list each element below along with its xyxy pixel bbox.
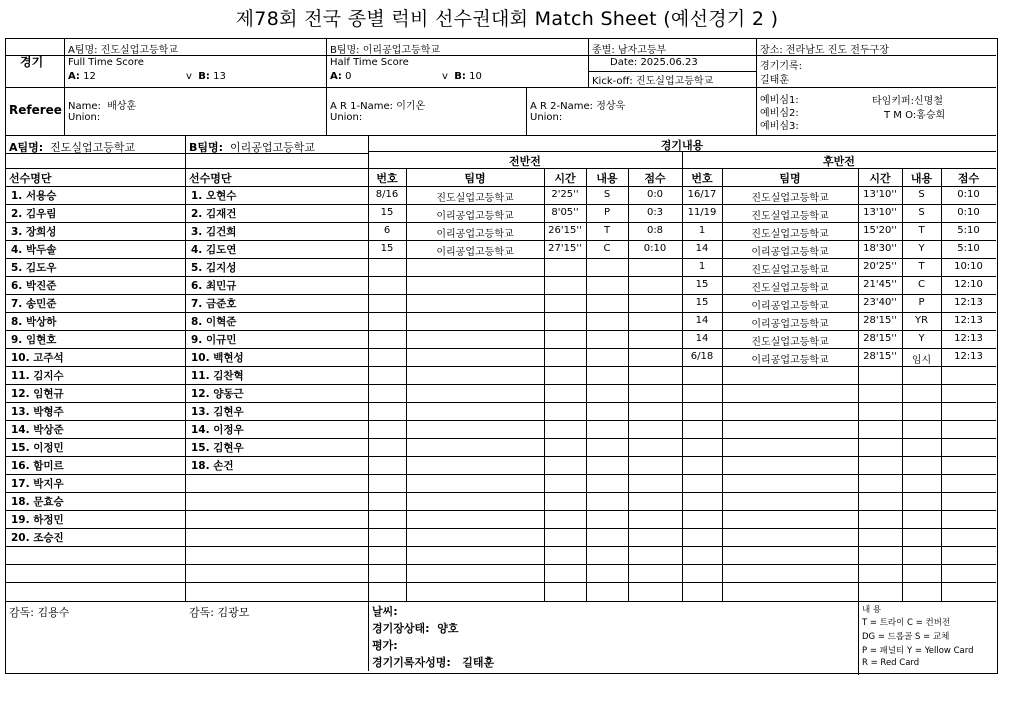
second-half-cell: 21'45'' — [863, 279, 897, 290]
second-half-cell: S — [918, 189, 925, 200]
first-half-title: 전반전 — [509, 155, 541, 168]
row-line — [6, 348, 996, 349]
full-b-label: B: — [198, 71, 210, 82]
referee-name-field — [68, 97, 136, 112]
row-line — [6, 474, 996, 475]
team-a-player: 13. 박형주 — [11, 406, 64, 418]
team-b-box — [189, 139, 315, 155]
team-b-player: 13. 김현우 — [191, 406, 244, 418]
row-line — [6, 420, 996, 421]
second-half-cell: 이리공업고등학교 — [751, 355, 829, 366]
team-a-box-label: A팀명: — [9, 141, 44, 154]
full-a-score: 12 — [83, 71, 96, 82]
team-b-player: 7. 금준호 — [191, 298, 237, 310]
reserve-1: 예비심1: — [760, 95, 799, 106]
team-a-player: 3. 장희성 — [11, 226, 57, 238]
referee-name: 배상훈 — [107, 101, 137, 112]
row-line — [6, 510, 996, 511]
second-half-cell: C — [918, 279, 925, 290]
team-b-box-label: B팀명: — [189, 141, 224, 154]
weather-label: 날씨: — [372, 605, 398, 618]
category-value: 남자고등부 — [617, 45, 667, 56]
ar2-union: Union: — [530, 112, 563, 123]
second-half-cell: T — [918, 225, 925, 236]
first-half-cell: 2'25'' — [551, 189, 579, 200]
first-half-col-header: 시간 — [554, 172, 576, 185]
ar2-label: A R 2-Name: — [530, 101, 593, 112]
second-half-cell: 진도실업고등학교 — [751, 265, 829, 276]
first-half-cell: 8'05'' — [551, 207, 579, 218]
legend-line-1: T = 트라이 C = 컨버전 — [862, 618, 951, 628]
second-half-cell: 28'15'' — [863, 351, 897, 362]
row-line — [6, 240, 996, 241]
first-half-cell: 15 — [380, 243, 394, 254]
second-half-col-header: 점수 — [957, 172, 980, 185]
kickoff: Kick-off: 진도실업고등학교 — [592, 76, 714, 87]
first-half-cell: P — [603, 207, 611, 218]
team-b-player: 1. 오현수 — [191, 190, 237, 202]
second-half-cell: 20'25'' — [863, 261, 897, 272]
second-half-cell: 14 — [695, 243, 709, 254]
team-b-player: 3. 김건희 — [191, 226, 237, 238]
second-half-cell: 1 — [698, 261, 706, 272]
coach-a-name: 김용수 — [37, 606, 70, 619]
ar1-field — [330, 97, 425, 112]
team-b-player: 10. 백현성 — [191, 352, 244, 364]
legend-line-3: P = 패널티 Y = Yellow Card — [862, 646, 974, 656]
team-a-box — [9, 139, 135, 155]
full-time-score — [68, 71, 96, 82]
second-half-cell: 12:13 — [954, 351, 983, 362]
coach-b-label: 감독: — [189, 606, 214, 619]
row-line — [6, 366, 996, 367]
ground-value: 양호 — [437, 622, 459, 635]
row-line — [6, 564, 996, 565]
full-a-label: A: — [68, 71, 80, 82]
first-half-col-header: 내용 — [596, 172, 618, 185]
row-line — [6, 384, 996, 385]
first-half-cell: T — [603, 225, 611, 236]
category-label: 종별: — [592, 45, 615, 56]
second-half-cell: 6/18 — [690, 351, 714, 362]
second-half-cell: 28'15'' — [863, 333, 897, 344]
referee-name-label: Name: — [68, 101, 101, 112]
coach-b-name: 김광모 — [217, 606, 250, 619]
match-sheet — [5, 38, 998, 674]
recorder-label: 경기기록: — [760, 61, 803, 72]
second-half-cell: 진도실업고등학교 — [751, 229, 829, 240]
team-b-player: 9. 이규민 — [191, 334, 237, 346]
second-half-cell: 14 — [695, 315, 709, 326]
team-a-player: 4. 박두솔 — [11, 244, 57, 256]
team-b-player: 18. 손건 — [191, 460, 234, 472]
second-half-cell: 15 — [695, 297, 709, 308]
first-half-col-header: 점수 — [644, 172, 666, 185]
half-a-score: 0 — [345, 71, 352, 82]
second-half-cell: T — [918, 261, 925, 272]
game-section-title: 경기내용 — [660, 139, 704, 152]
ar2-field — [530, 97, 625, 112]
coach-a — [9, 604, 69, 620]
second-half-cell: 0:10 — [957, 189, 980, 200]
row-line — [6, 294, 996, 295]
team-b-box-name: 이리공업고등학교 — [230, 141, 316, 154]
first-half-cell: C — [603, 243, 611, 254]
full-b-score: 13 — [213, 71, 226, 82]
row-line — [6, 492, 996, 493]
half-v: v — [442, 71, 448, 82]
half-time-label: Half Time Score — [330, 57, 409, 68]
team-b-player: 4. 김도연 — [191, 244, 237, 256]
team-a-player: 7. 송민준 — [11, 298, 57, 310]
full-time-b — [186, 71, 226, 82]
first-half-cell: 0:3 — [646, 207, 664, 218]
second-half-cell: 이리공업고등학교 — [751, 319, 829, 330]
first-half-col-header: 번호 — [376, 172, 398, 185]
second-half-cell: 진도실업고등학교 — [751, 283, 829, 294]
row-line — [6, 312, 996, 313]
first-half-cell: 6 — [383, 225, 391, 236]
second-half-cell: 13'10'' — [863, 207, 897, 218]
row-line — [6, 276, 996, 277]
full-v: v — [186, 71, 192, 82]
team-a-player: 18. 문효승 — [11, 496, 64, 508]
first-half-col-header: 팀명 — [464, 172, 486, 185]
team-a-player: 16. 함미르 — [11, 460, 64, 472]
recorder-signature — [372, 654, 494, 670]
first-half-cell: 8/16 — [375, 189, 399, 200]
team-a-box-name: 진도실업고등학교 — [50, 141, 136, 154]
team-b-players-header: 선수명단 — [189, 172, 232, 185]
second-half-cell: 이리공업고등학교 — [751, 247, 829, 258]
team-a-player: 6. 박진준 — [11, 280, 57, 292]
first-half-cell: 이리공업고등학교 — [436, 229, 514, 240]
second-half-cell: YR — [914, 315, 929, 326]
row-line — [6, 222, 996, 223]
match-label: 경기 — [20, 55, 44, 69]
second-half-cell: 10:10 — [954, 261, 983, 272]
ar1-union: Union: — [330, 112, 363, 123]
second-half-cell: 13'10'' — [863, 189, 897, 200]
first-half-cell: 0:0 — [646, 189, 664, 200]
ar1-label: A R 1-Name: — [330, 101, 393, 112]
coach-a-label: 감독: — [9, 606, 34, 619]
row-line — [6, 258, 996, 259]
second-half-cell: 12:10 — [954, 279, 983, 290]
category-field — [592, 41, 666, 56]
team-a-name: 진도실업고등학교 — [100, 45, 178, 56]
second-half-cell: 14 — [695, 333, 709, 344]
venue-label: 장소: — [760, 45, 783, 56]
team-b-player: 2. 김재건 — [191, 208, 237, 220]
half-time-b — [442, 71, 482, 82]
ar1-name: 이기온 — [396, 101, 426, 112]
team-b-player: 15. 김현우 — [191, 442, 244, 454]
half-a-label: A: — [330, 71, 342, 82]
second-half-cell: 28'15'' — [863, 315, 897, 326]
second-half-cell: 임시 — [911, 355, 932, 366]
half-b-label: B: — [454, 71, 466, 82]
team-b-player: 6. 최민규 — [191, 280, 237, 292]
second-half-cell: 진도실업고등학교 — [751, 211, 829, 222]
ar2-name: 정상욱 — [596, 101, 626, 112]
full-time-label: Full Time Score — [68, 57, 144, 68]
coach-b — [189, 604, 249, 620]
half-time-score — [330, 71, 352, 82]
first-half-cell: 27'15'' — [548, 243, 582, 254]
second-half-cell: 16/17 — [687, 189, 717, 200]
referee-union: Union: — [68, 112, 101, 123]
first-half-cell: 0:8 — [646, 225, 664, 236]
second-half-cell: 11/19 — [687, 207, 717, 218]
team-a-player: 10. 고주석 — [11, 352, 64, 364]
second-half-cell: 이리공업고등학교 — [751, 301, 829, 312]
row-line — [6, 546, 996, 547]
match-date: Date: 2025.06.23 — [610, 57, 698, 68]
recorder-name: 길태훈 — [760, 75, 789, 86]
second-half-cell: 진도실업고등학교 — [751, 193, 829, 204]
team-b-player: 14. 이정우 — [191, 424, 244, 436]
recorder-sign-label: 경기기록자성명: — [372, 656, 451, 669]
team-a-player: 14. 박상준 — [11, 424, 64, 436]
row-line — [6, 330, 996, 331]
second-half-col-header: 시간 — [869, 172, 891, 185]
first-half-cell: 이리공업고등학교 — [436, 247, 514, 258]
team-b-player: 11. 김찬혁 — [191, 370, 244, 382]
team-a-field — [68, 41, 178, 56]
row-line — [6, 456, 996, 457]
team-b-label: B팀명: — [330, 45, 360, 56]
ground-label: 경기장상태: — [372, 622, 430, 635]
first-half-cell: 15 — [380, 207, 394, 218]
reserve-3: 예비심3: — [760, 121, 799, 132]
second-half-cell: 15'20'' — [863, 225, 897, 236]
row-line — [6, 186, 996, 187]
row-line — [6, 582, 996, 583]
team-a-player: 9. 임현호 — [11, 334, 57, 346]
first-half-cell: 26'15'' — [548, 225, 582, 236]
eval-label: 평가: — [372, 639, 398, 652]
second-half-cell: 15 — [695, 279, 709, 290]
first-half-cell: 이리공업고등학교 — [436, 211, 514, 222]
first-half-cell: 0:10 — [643, 243, 667, 254]
page-title: 제78회 전국 종별 럭비 선수권대회 Match Sheet (예선경기 2 ) — [235, 8, 779, 30]
second-half-cell: 5:10 — [957, 243, 980, 254]
team-a-player: 11. 김지수 — [11, 370, 64, 382]
team-a-player: 15. 이정민 — [11, 442, 64, 454]
venue-field — [760, 41, 889, 56]
team-a-player: 19. 하정민 — [11, 514, 64, 526]
legend-title: 내 용 — [862, 605, 882, 615]
second-half-col-header: 내용 — [910, 172, 933, 185]
timekeeper: 타임키퍼:신명철 — [872, 96, 943, 107]
row-line — [6, 528, 996, 529]
second-half-cell: 12:13 — [954, 315, 983, 326]
second-half-cell: 18'30'' — [863, 243, 897, 254]
team-b-name: 이리공업고등학교 — [362, 45, 441, 56]
team-b-player: 8. 이혁준 — [191, 316, 237, 328]
second-half-cell: 23'40'' — [863, 297, 897, 308]
team-a-player: 1. 서용승 — [11, 190, 57, 202]
tmo: T M O:홍승희 — [884, 110, 946, 121]
second-half-col-header: 번호 — [691, 172, 713, 185]
team-a-player: 8. 박상하 — [11, 316, 57, 328]
second-half-title: 후반전 — [823, 155, 855, 168]
team-a-player: 12. 임현규 — [11, 388, 64, 400]
row-line — [6, 402, 996, 403]
legend-line-2: DG = 드롭골 S = 교체 — [862, 632, 950, 642]
second-half-cell: 1 — [698, 225, 706, 236]
second-half-cell: 12:13 — [954, 297, 983, 308]
legend-line-4: R = Red Card — [862, 658, 920, 668]
second-half-cell: S — [918, 207, 925, 218]
second-half-cell: Y — [918, 243, 925, 254]
recorder-sign-name: 길태훈 — [462, 656, 495, 669]
venue-value: 전라남도 진도 전두구장 — [785, 45, 889, 56]
second-half-cell: 5:10 — [957, 225, 980, 236]
team-a-player: 5. 김도우 — [11, 262, 57, 274]
second-half-cell: 12:13 — [954, 333, 983, 344]
second-half-cell: Y — [918, 333, 925, 344]
team-b-player: 12. 양동근 — [191, 388, 244, 400]
team-a-player: 2. 김우림 — [11, 208, 57, 220]
team-a-player: 20. 조승진 — [11, 532, 64, 544]
row-line — [6, 204, 996, 205]
row-line — [6, 438, 996, 439]
team-a-player: 17. 박지우 — [11, 478, 64, 490]
half-b-score: 10 — [469, 71, 482, 82]
ground-condition — [372, 620, 458, 636]
second-half-cell: 진도실업고등학교 — [751, 337, 829, 348]
first-half-cell: 진도실업고등학교 — [436, 193, 514, 204]
second-half-cell: 0:10 — [957, 207, 980, 218]
referee-label: Referee — [9, 103, 62, 117]
team-b-player: 5. 김지성 — [191, 262, 237, 274]
reserve-2: 예비심2: — [760, 108, 799, 119]
first-half-cell: S — [603, 189, 611, 200]
team-b-field — [330, 41, 440, 56]
second-half-cell: P — [918, 297, 925, 308]
second-half-col-header: 팀명 — [779, 172, 801, 185]
team-a-players-header: 선수명단 — [9, 172, 52, 185]
team-a-label: A팀명: — [68, 45, 98, 56]
